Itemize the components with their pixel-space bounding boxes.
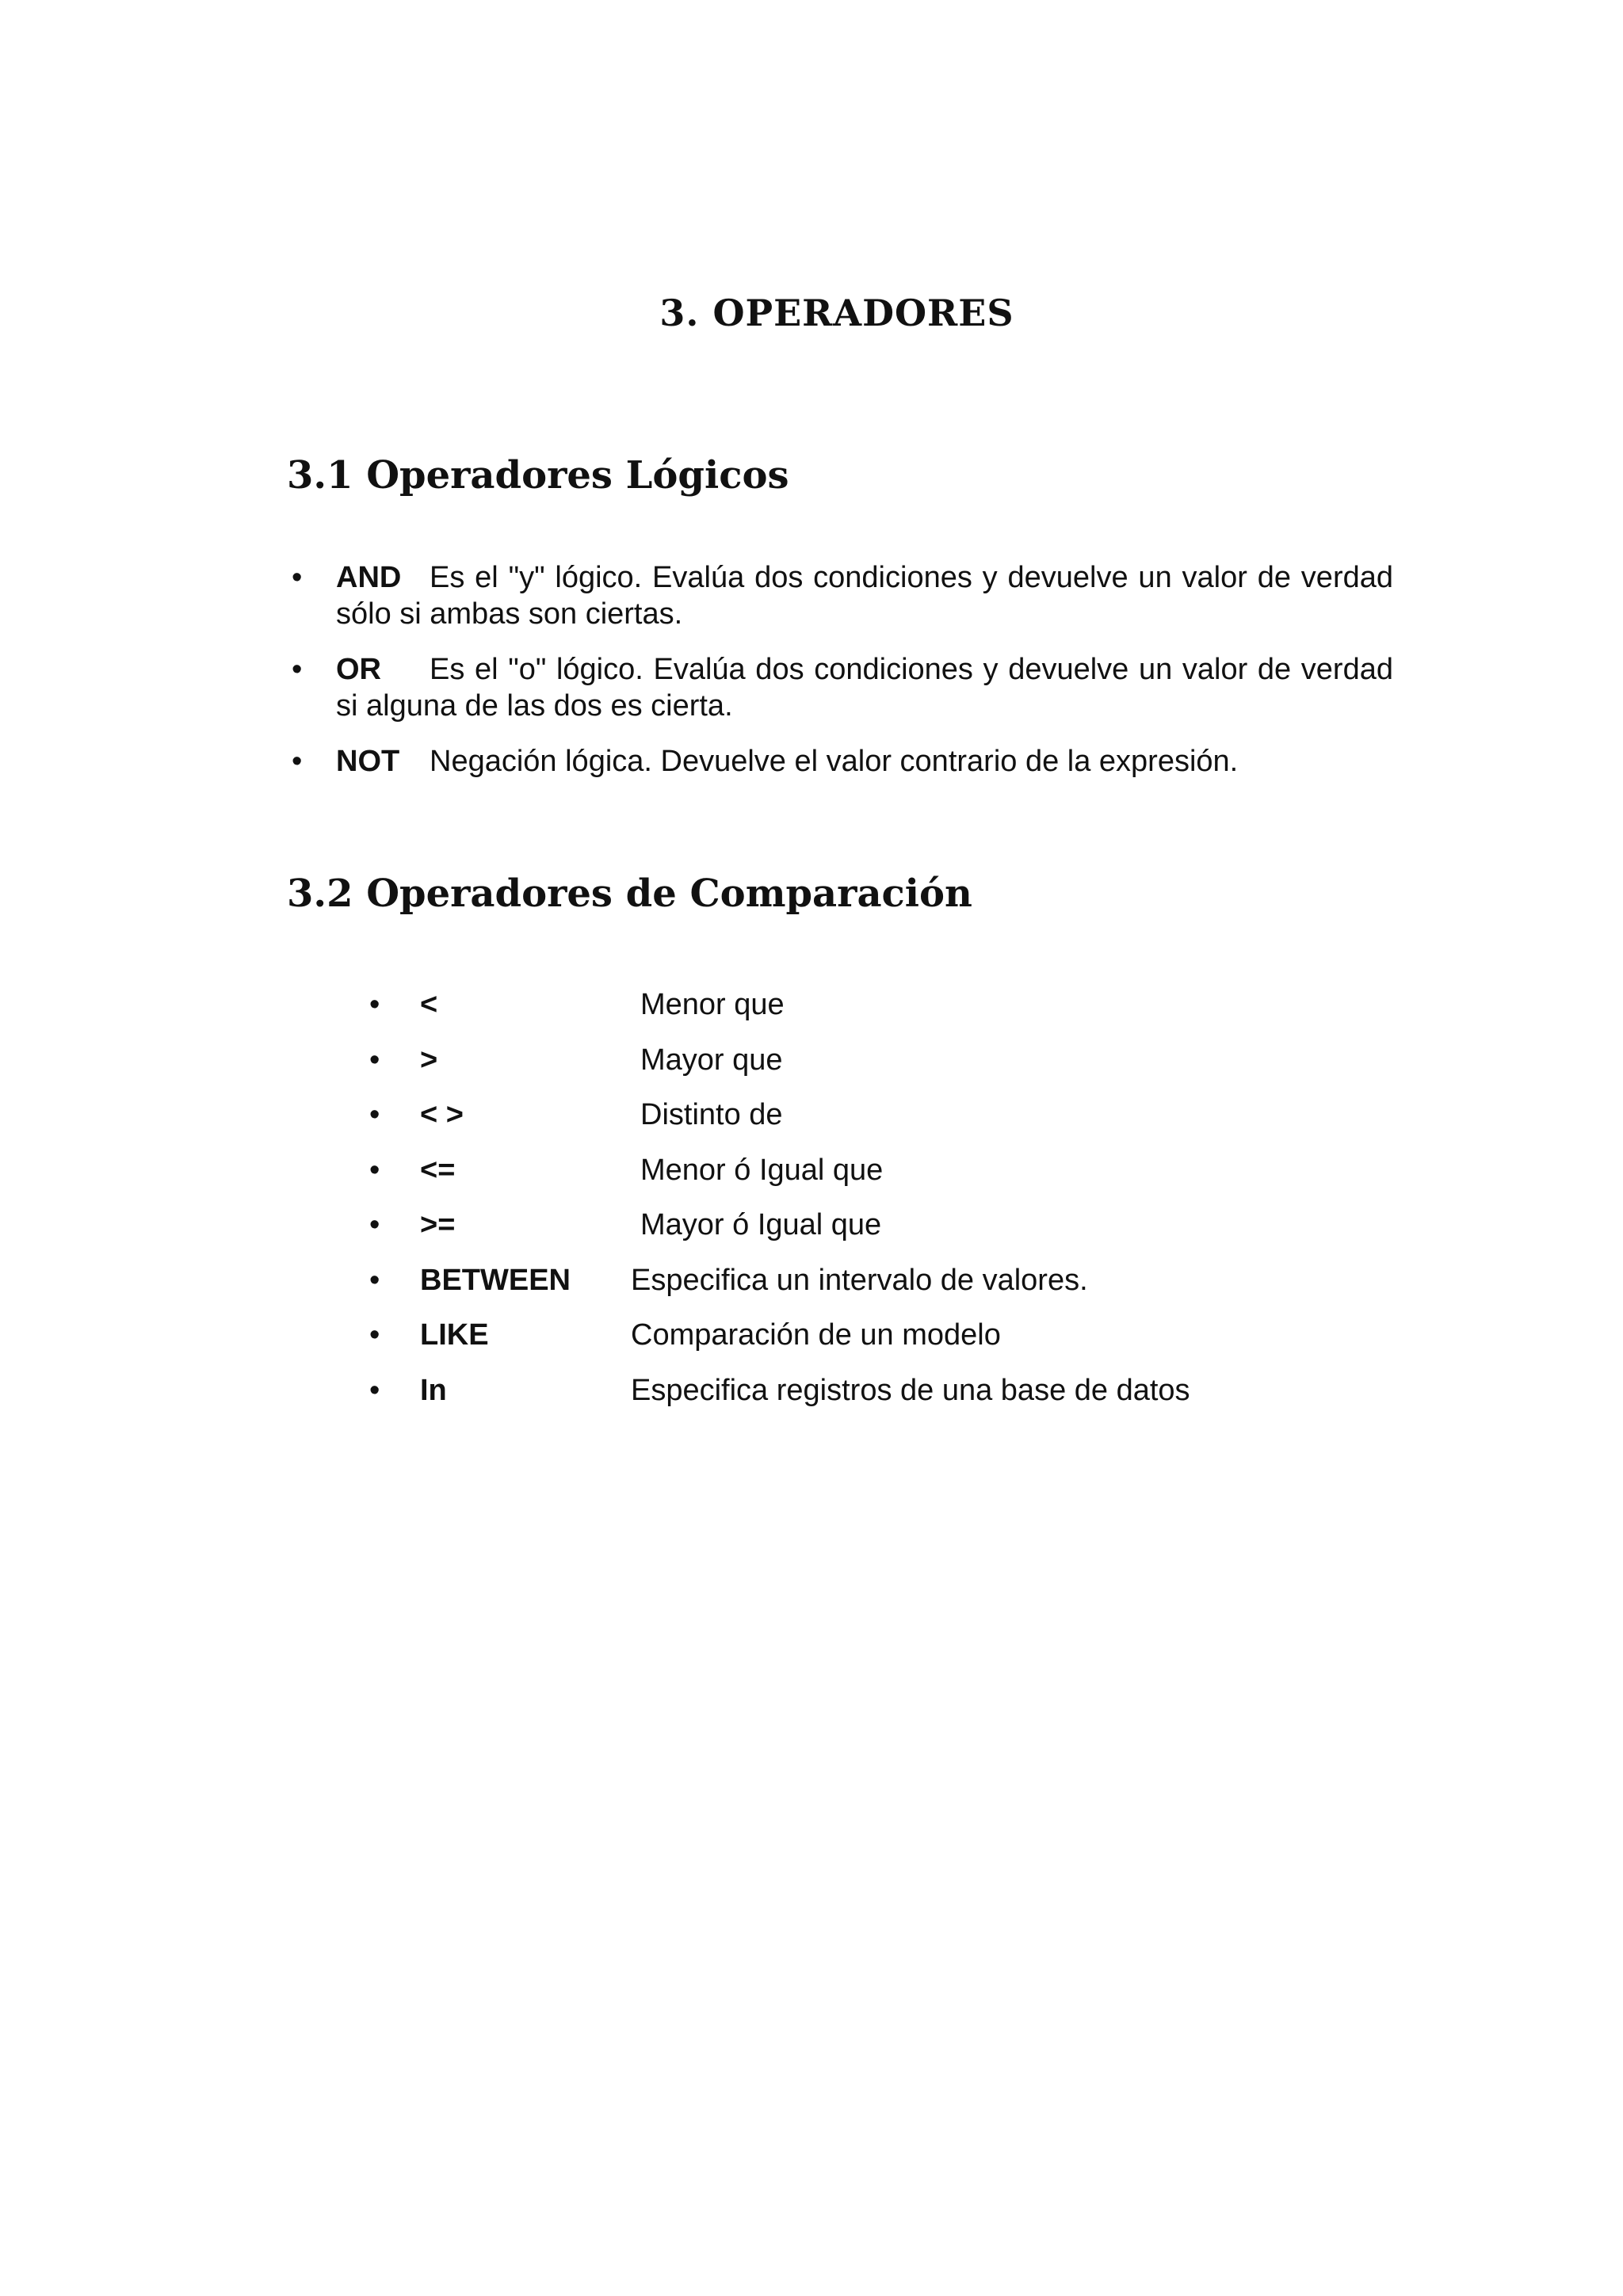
operator-label: < > [420,1098,464,1131]
operator-label: > [420,1043,438,1077]
operator-label: >= [420,1208,456,1241]
operator-description: Menor ó Igual que [640,1153,884,1187]
operator-description: Es el "o" lógico. Evalúa dos condiciones y devuelve un valor de verdad si alguna de las dos es cierta. [336,653,1393,723]
bullet-icon: • [369,1208,380,1241]
bullet-icon: • [369,1098,380,1131]
operator-description: Negación lógica. Devuelve el valor contrario de la expresión. [430,745,1239,778]
operator-label: NOT [336,745,400,778]
operator-description: Menor que [640,988,785,1021]
operator-label: LIKE [420,1318,489,1352]
operator-label: BETWEEN [420,1263,571,1297]
bullet-icon: • [292,745,303,778]
bullet-icon: • [369,1263,380,1297]
operator-description: Mayor ó Igual que [640,1208,882,1241]
bullet-icon: • [292,561,303,594]
section-heading-operadores-logicos: 3.1 Operadores Lógicos [287,453,789,498]
bullet-icon: • [369,1373,380,1407]
bullet-icon: • [369,1318,380,1352]
operator-description: Especifica un intervalo de valores. [631,1263,1088,1297]
operator-description: Mayor que [640,1043,783,1077]
operator-label: < [420,988,438,1021]
logical-operators-list [287,559,1393,799]
list-item-not [287,743,1393,780]
bullet-icon: • [369,988,380,1021]
operator-label: In [420,1373,447,1407]
list-item-and [287,559,1393,632]
bullet-icon: • [369,1153,380,1187]
list-item-or [287,651,1393,724]
operator-description: Distinto de [640,1098,783,1131]
operator-description: Es el "y" lógico. Evalúa dos condiciones y devuelve un valor de verdad sólo si ambas son ciertas. [336,561,1393,631]
operator-label: <= [420,1153,456,1187]
bullet-icon: • [369,1043,380,1077]
operator-description: Especifica registros de una base de datos [631,1373,1190,1407]
operator-label: OR [336,653,381,686]
section-heading-operadores-comparacion: 3.2 Operadores de Comparación [287,871,972,916]
page-title: 3. OPERADORES [659,292,1014,334]
bullet-icon: • [292,653,303,686]
operator-description: Comparación de un modelo [631,1318,1001,1352]
operator-label: AND [336,561,402,594]
